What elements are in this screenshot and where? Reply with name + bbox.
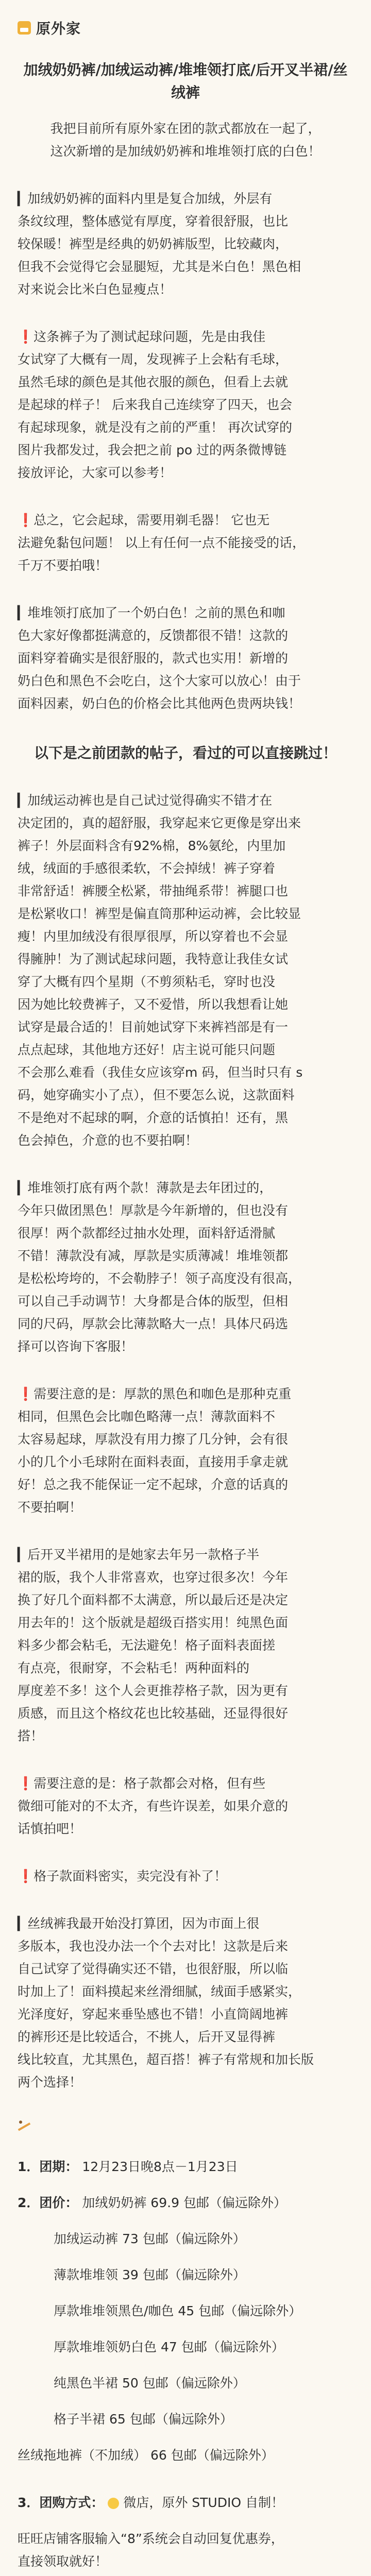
- page-title: 原外家: [36, 20, 81, 37]
- price-line: 加绒运动裤 73 包邮（偏远除外）: [54, 2231, 246, 2246]
- info-price-label: 2．团价： 加绒奶奶裤 69.9 包邮（偏远除外）: [18, 2195, 286, 2210]
- para-velvet: ▎丝绒裤我最开始没打算团，因为市面上很 多版本，我也没办法一个个去对比！这款是后来 自己试穿了觉得确实还不错，也很舒服，所以临 时加上了！面料摸起来丝滑细腻，绒面手感紧实， 光泽度好，穿起来垂坠感也不错！小直筒阔地裤 的裤形还是比较适合，不挑人，后开叉显得裤 线比较直，尤其黑色，超百搭！裤子有常规和加长版 两个选择！: [18, 1916, 314, 2090]
- para-sport-pants: ▎加绒运动裤也是自己试过觉得确实不错才在 决定团的，真的超舒服，我穿起来它更像是穿出来 裤子！外层面料含有92%棉，8%氨纶，内里加 绒，绒面的手感很柔软，不会掉绒！裤子穿着 非常舒适！裤腰全松紧，带抽绳系带！裤腿口也 是松紧收口！裤型是偏直筒那种运动裤，会比较显 瘦！内里加绒没有很厚很厚，所以穿着也不会显 得臃肿！为了测试起球问题，我特意让我佳女试 穿了大概有四个星期（不剪须粘毛，穿时也没 因为她比较费裤子，又不爱惜，所以我想看让她 试穿是最合适的！目前她试穿下来裤裆部是有一 点点起球，其他地方还好！店主说可能只问题 不会那么难看（我佳女应该穿m 码，但当时只有 s 码，她穿确实小了点），但不要怎么说，这款面料 不是绝对不起球的啊，介意的话慎拍！还有，黑 色会掉色，介意的也不要拍啊！: [18, 793, 303, 1148]
- price-line: 格子半裙 65 包邮（偏远除外）: [54, 2412, 233, 2427]
- header: [18, 0, 353, 48]
- intro-line: 我把目前所有原外家在团的款式都放在一起了，: [50, 121, 321, 136]
- section-title: 以下是之前团款的帖子，看过的可以直接跳过！: [33, 744, 337, 761]
- price-line: 丝绒拖地裤（不加绒） 66 包邮（偏远除外）: [18, 2448, 274, 2463]
- info-time: 1．团期： 12月23日晚8点－1月23日: [18, 2159, 238, 2174]
- info-store: 3．团购方式： 微店，原外 STUDIO 自制！: [18, 2495, 284, 2510]
- store-note: 直接领取就好！: [18, 2554, 108, 2569]
- para-summary: ❗总之，它会起球，需要用剃毛器！ 它也无 法避免黏包问题！ 以上有任何一点不能接受的话， 千万不要拍哦！: [18, 513, 305, 573]
- para-skirt: ▎后开叉半裙用的是她家去年另一款格子半 裙的版，我个人非常喜欢，也穿过很多次！今年 换了好几个面料都不太满意，所以最后还是决定 用去年的！这个版就是超级百搭实用！纯黑色面 料多少都会粘毛，无法避免！格子面料表面搓 有点亮，很耐穿，不会粘毛！两种面料的 厚度差不多！这个人会更推荐格子款，因为更有 质感，而且这个格纹花也比较基础，还显得很好 搭！: [18, 1547, 289, 1743]
- store-note: 旺旺店铺客服输入“8”系统会自动回复优惠券，: [18, 2531, 284, 2546]
- para-skirt-note: ❗需要注意的是：格子款都会对格，但有些 微细可能对的不太齐，有些许误差，如果介意的 话慎拍吧！: [18, 1776, 289, 1836]
- price-line: 薄款堆堆领 39 包邮（偏远除外）: [54, 2267, 246, 2282]
- para-collar-types: ▎堆堆领打底有两个款！薄款是去年团过的， 今年只做团黑色！厚款是今年新增的，但也没有 很厚！两个款都经过抽水处理，面料舒适滑腻 不错！薄款没有减，厚款是实质薄减！堆堆领都 是松松垮垮的，不会勒脖子！领子高度没有很高， 可以自己手动调节！大身都是合体的版型，但相 同的尺码，厚款会比薄款略大一点！具体尺码选 择可以咨询下客服！: [18, 1180, 301, 1354]
- gift-icon: [108, 2498, 119, 2509]
- pencil-icon: [18, 2119, 32, 2131]
- section-title: 加绒奶奶裤/加绒运动裤/堆堆领打底/后开叉半裙/丝绒裤: [23, 61, 348, 101]
- price-line: 纯黑色半裙 50 包邮（偏远除外）: [54, 2376, 246, 2391]
- para-sold-out: ❗格子款面料密实，卖完没有补了！: [18, 1869, 227, 1884]
- para-pilling: ❗这条裤子为了测试起球问题，先是由我佳 女试穿了大概有一周，发现裤子上会粘有毛球， 虽然毛球的颜色是其他衣服的颜色，但看上去就 是起球的样子！ 后来我自己连续穿了四天，也会 有起球现象，就是没有之前的严重！ 再次试穿的 图片我都发过，我会把之前 po 过的两条微博链 接放评论，大家可以参考！: [18, 329, 292, 480]
- para-collar-note: ❗需要注意的是：厚款的黑色和咖色是那种克重 相同，但黑色会比咖色略薄一点！薄款面料不 太容易起球，厚款没有用力擦了几分钟，会有很 小的几个小毛球附在面料表面，直接用手拿走就 好！总之我不能保证一定不起球，介意的话真的 不要拍啊！: [18, 1386, 292, 1515]
- para-pants: ▎加绒奶奶裤的面料内里是复合加绒，外层有 条纹纹理，整体感觉有厚度，穿着很舒服，也比 较保暖！裤型是经典的奶奶裤版型，比较藏肉， 但我不会觉得它会显腿短，尤其是米白色！黑色相 对来说会比米白色显瘦点！: [18, 191, 301, 297]
- shop-icon: [18, 21, 31, 35]
- price-line: 厚款堆堆领奶白色 47 包邮（偏远除外）: [54, 2340, 284, 2354]
- para-collar: ▎堆堆领打底加了一个奶白色！之前的黑色和咖 色大家好像都挺满意的，反馈都很不错！这款的 面料穿着确实是很舒服的，款式也实用！新增的 奶白色和黑色不会吃白，这个大家可以放心！由于 面料因素，奶白色的价格会比其他两色贵两块钱！: [18, 605, 301, 711]
- price-line: 厚款堆堆领黑色/咖色 45 包邮（偏远除外）: [54, 2303, 302, 2318]
- intro-line: 这次新增的是加绒奶奶裤和堆堆领打底的白色！: [50, 144, 321, 159]
